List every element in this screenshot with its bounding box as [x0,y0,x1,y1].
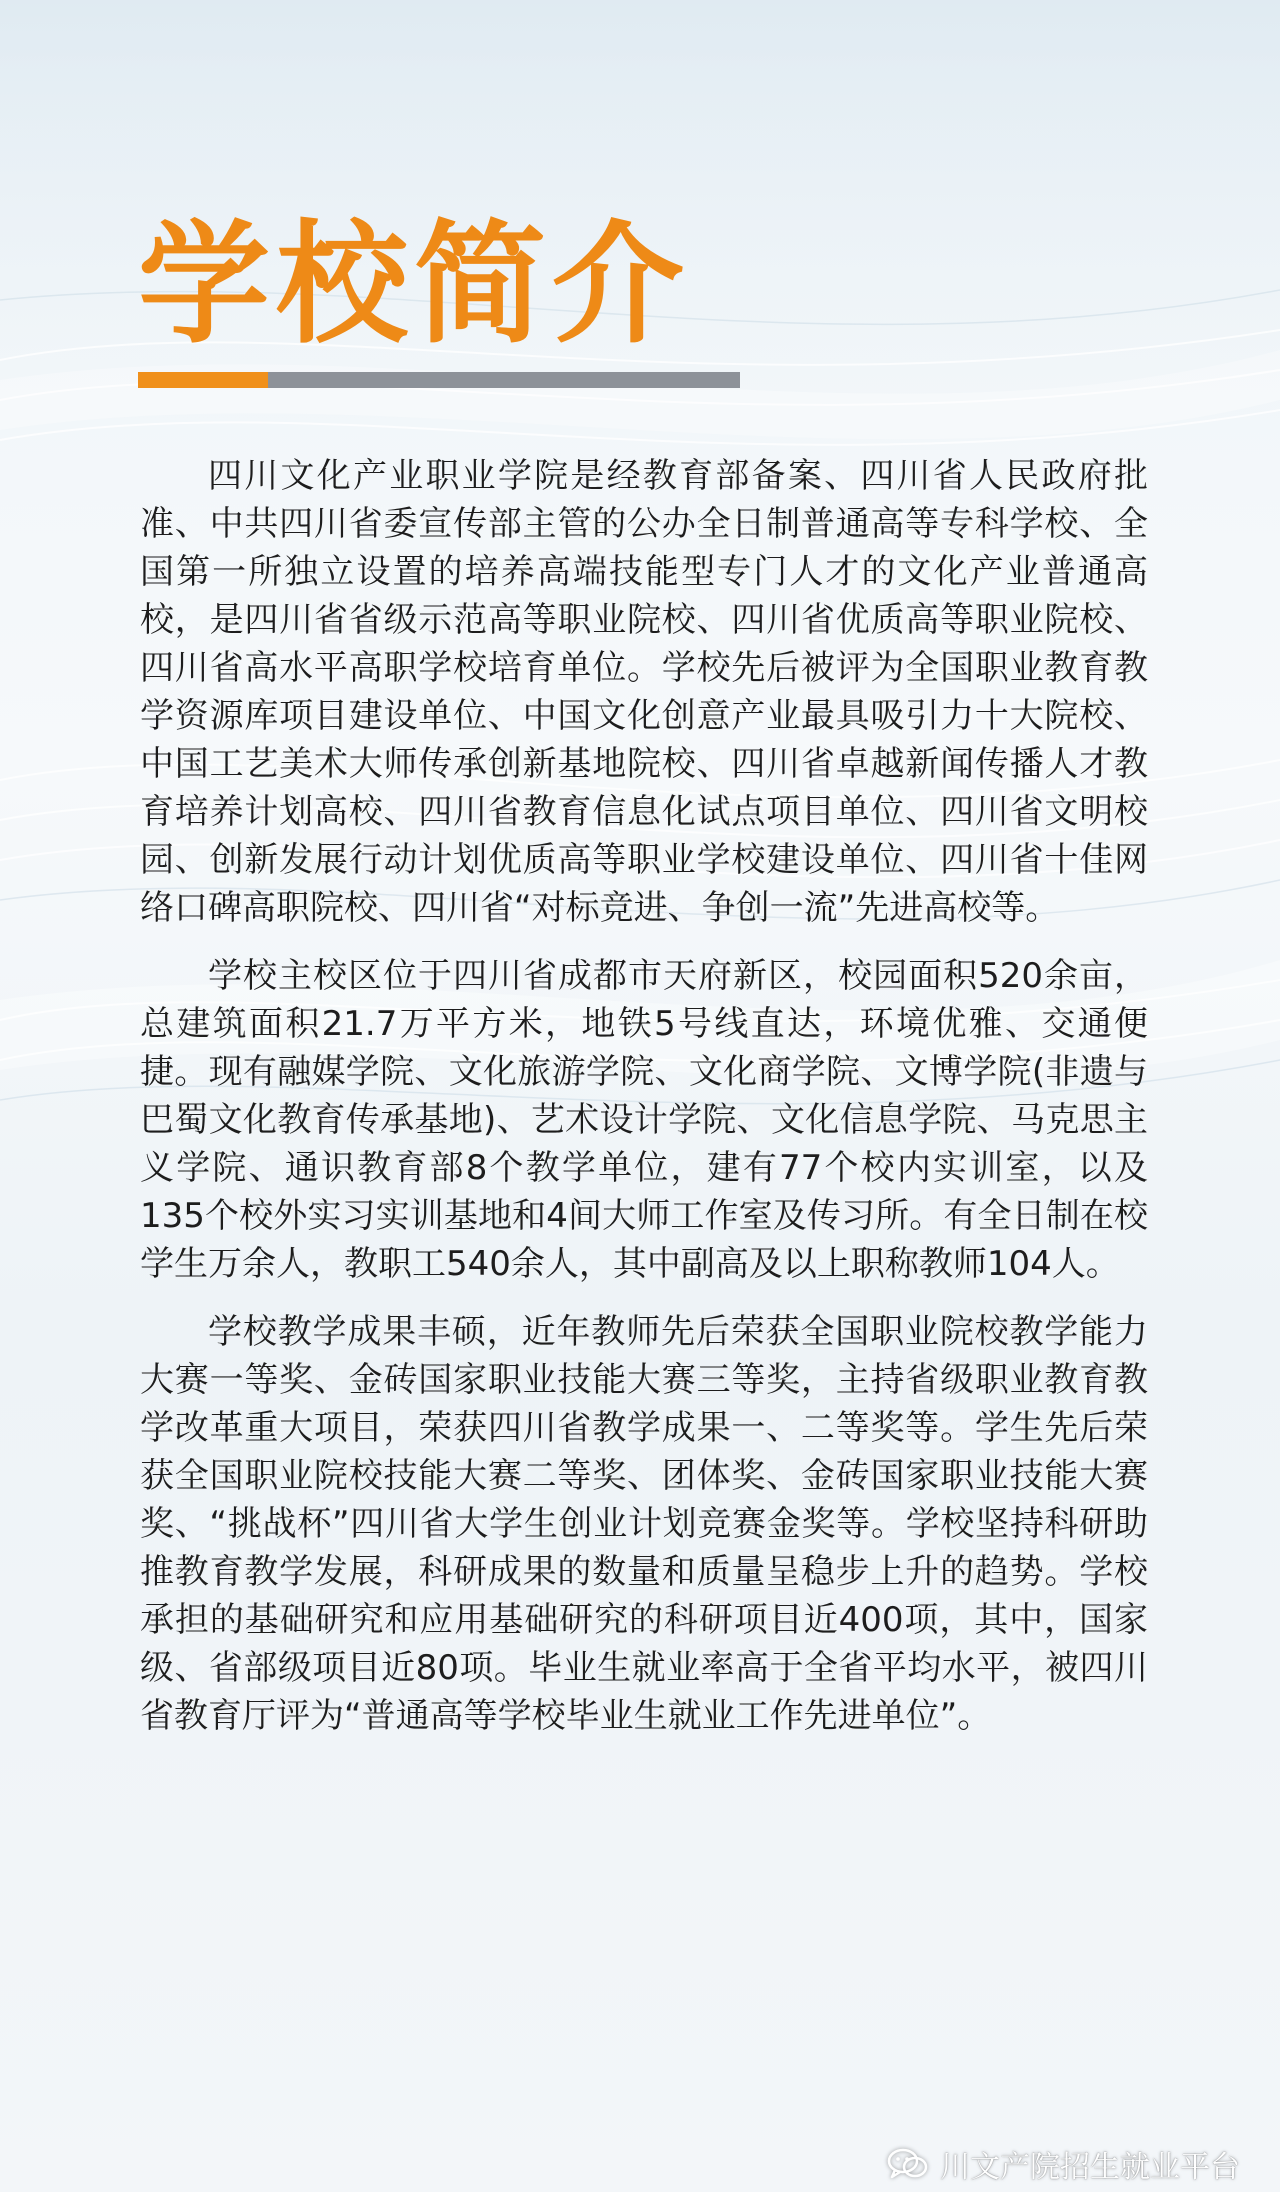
page-title: 学校简介 [138,208,690,362]
title-underline-gray [268,372,740,388]
article-body [140,452,1148,1760]
wechat-icon [886,2146,930,2182]
paragraph-campus: 学校主校区位于四川省成都市天府新区，校园面积520余亩，总建筑面积21.7万平方米，地铁5号线直达，环境优雅、交通便捷。现有融媒学院、文化旅游学院、文化商学院、文博学院(非遗与巴蜀文化教育传承基地)、艺术设计学院、文化信息学院、马克思主义学院、通识教育部8个教学单位，建有77个校内实训室，以及135个校外实习实训基地和4间大师工作室及传习所。有全日制在校学生万余人，教职工540余人，其中副高及以上职称教师104人。 [140,956,1148,1284]
paragraph-intro: 四川文化产业职业学院是经教育部备案、四川省人民政府批准、中共四川省委宣传部主管的公办全日制普通高等专科学校、全国第一所独立设置的培养高端技能型专门人才的文化产业普通高校，是四川省省级示范高等职业院校、四川省优质高等职业院校、四川省高水平高职学校培育单位。学校先后被评为全国职业教育教学资源库项目建设单位、中国文化创意产业最具吸引力十大院校、中国工艺美术大师传承创新基地院校、四川省卓越新闻传播人才教育培养计划高校、四川省教育信息化试点项目单位、四川省文明校园、创新发展行动计划优质高等职业学校建设单位、四川省十佳网络口碑高职院校、四川省“对标竞进、争创一流”先进高校等。 [140,456,1148,928]
title-underline-bar [138,372,740,388]
paragraph-achievements: 学校教学成果丰硕，近年教师先后荣获全国职业院校教学能力大赛一等奖、金砖国家职业技能大赛三等奖，主持省级职业教育教学改革重大项目，荣获四川省教学成果一、二等奖等。学生先后荣获全国职业院校技能大赛二等奖、团体奖、金砖国家职业技能大赛奖、“挑战杯”四川省大学生创业计划竞赛金奖等。学校坚持科研助推教育教学发展，科研成果的数量和质量呈稳步上升的趋势。学校承担的基础研究和应用基础研究的科研项目近400项，其中，国家级、省部级项目近80项。毕业生就业率高于全省平均水平，被四川省教育厅评为“普通高等学校毕业生就业工作先进单位”。 [140,1312,1148,1736]
watermark-text: 川文产院招生就业平台 [940,2150,1240,2185]
watermark [886,2144,1240,2184]
title-underline-orange [138,372,268,388]
